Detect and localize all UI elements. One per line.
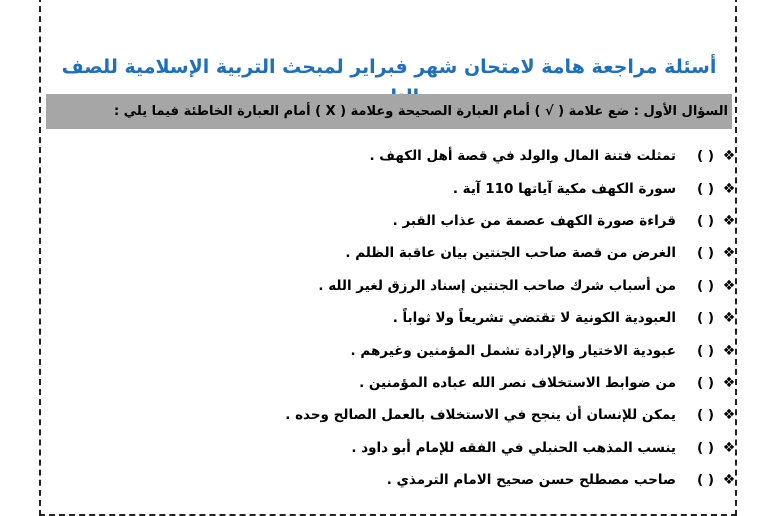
question-header bbox=[46, 94, 732, 129]
answer-blank: ( ) bbox=[696, 180, 714, 197]
answer-blank: ( ) bbox=[696, 342, 714, 359]
list-item bbox=[46, 140, 738, 172]
answer-blank: ( ) bbox=[696, 472, 714, 489]
diamond-bullet-icon: ❖ bbox=[722, 439, 736, 456]
list-item bbox=[46, 432, 738, 464]
diamond-bullet-icon: ❖ bbox=[722, 277, 736, 294]
list-item bbox=[46, 334, 738, 366]
statement-text: عبودية الاختيار والإرادة تشمل المؤمنين وغيرهم . bbox=[350, 342, 676, 359]
answer-blank: ( ) bbox=[696, 277, 714, 294]
statement-text: الغرض من قصة صاحب الجنتين بيان عاقبة الظلم . bbox=[345, 245, 676, 262]
diamond-bullet-icon: ❖ bbox=[722, 374, 736, 391]
statement-text: سورة الكهف مكية آياتها 110 آية . bbox=[452, 180, 676, 197]
page-title: أسئلة مراجعة هامة لامتحان شهر فبراير لمبحث التربية الإسلامية للصف bbox=[61, 56, 717, 78]
answer-blank: ( ) bbox=[696, 439, 714, 456]
question-label: السؤال الأول : ضع علامة ( √ ) أمام العبارة الصحيحة وعلامة ( X ) أمام العبارة الخاطئة فيما يلي : bbox=[114, 104, 728, 119]
statements-list bbox=[46, 140, 738, 496]
diamond-bullet-icon: ❖ bbox=[722, 407, 736, 424]
statement-text: تمثلت فتنة المال والولد في قصة أهل الكهف . bbox=[369, 148, 676, 165]
list-item bbox=[46, 172, 738, 204]
list-item bbox=[46, 270, 738, 302]
list-item bbox=[46, 237, 738, 269]
statement-text: من أسباب شرك صاحب الجنتين إسناد الرزق لغير الله . bbox=[318, 277, 676, 294]
list-item bbox=[46, 302, 738, 334]
diamond-bullet-icon: ❖ bbox=[722, 148, 736, 165]
diamond-bullet-icon: ❖ bbox=[722, 245, 736, 262]
statement-text: ينسب المذهب الحنبلي في الفقه للإمام أبو داود . bbox=[351, 439, 676, 456]
diamond-bullet-icon: ❖ bbox=[722, 180, 736, 197]
diamond-bullet-icon: ❖ bbox=[722, 472, 736, 489]
list-item bbox=[46, 464, 738, 496]
diamond-bullet-icon: ❖ bbox=[722, 342, 736, 359]
statement-text: العبودية الكونية لا تقتضي تشريعاً ولا ثواباً . bbox=[392, 310, 676, 327]
answer-blank: ( ) bbox=[696, 148, 714, 165]
statement-text: من ضوابط الاستخلاف نصر الله عباده المؤمنين . bbox=[359, 374, 676, 391]
statement-text: يمكن للإنسان أن ينجح في الاستخلاف بالعمل الصالح وحده . bbox=[285, 407, 676, 424]
answer-blank: ( ) bbox=[696, 212, 714, 229]
answer-blank: ( ) bbox=[696, 245, 714, 262]
statement-text: قراءة صورة الكهف عصمة من عذاب القبر . bbox=[392, 212, 676, 229]
answer-blank: ( ) bbox=[696, 374, 714, 391]
list-item bbox=[46, 399, 738, 431]
statement-text: صاحب مصطلح حسن صحيح الامام الترمذي . bbox=[386, 472, 676, 489]
answer-blank: ( ) bbox=[696, 407, 714, 424]
diamond-bullet-icon: ❖ bbox=[722, 212, 736, 229]
diamond-bullet-icon: ❖ bbox=[722, 310, 736, 327]
answer-blank: ( ) bbox=[696, 310, 714, 327]
list-item bbox=[46, 367, 738, 399]
list-item bbox=[46, 205, 738, 237]
